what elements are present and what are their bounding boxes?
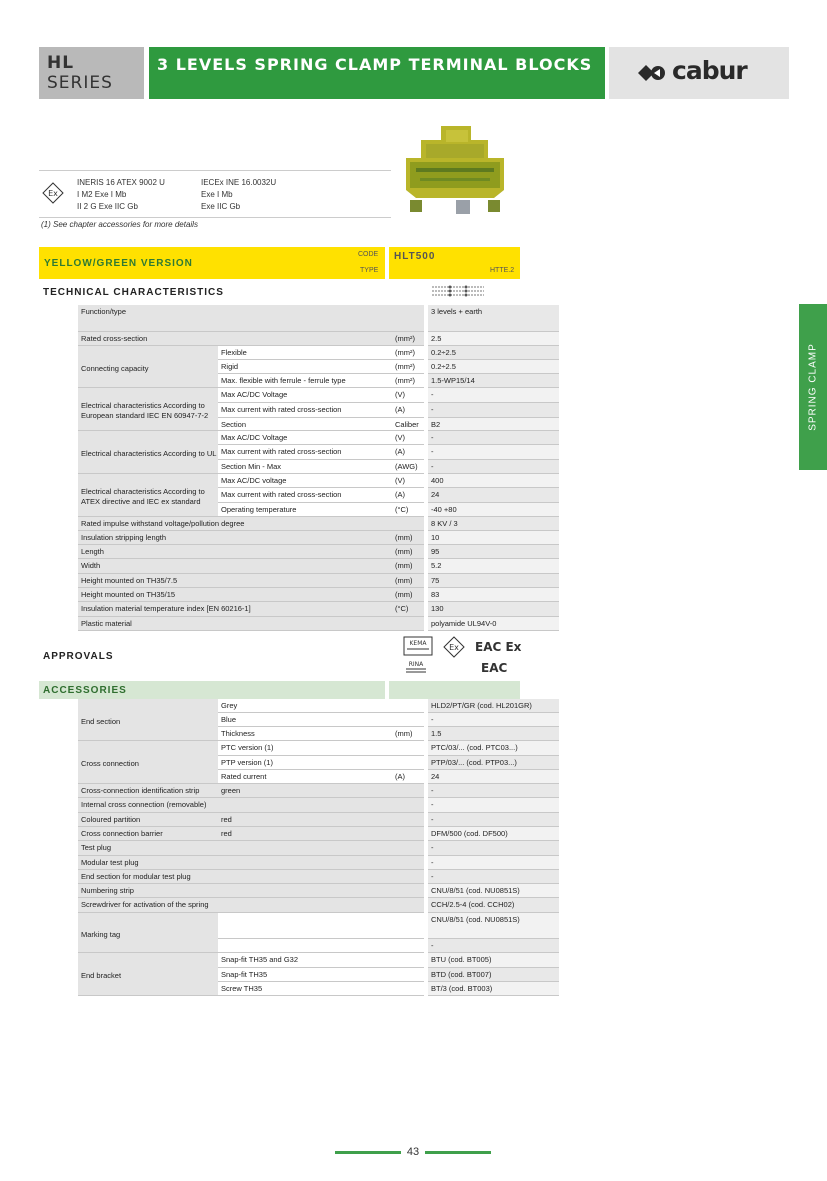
row-unit: (A) <box>392 403 424 418</box>
row-unit <box>392 939 424 953</box>
row-sub <box>218 939 392 953</box>
row-sub: Flexible <box>218 346 392 360</box>
row-sub: Max AC/DC Voltage <box>218 388 392 403</box>
row-value: - <box>428 870 559 884</box>
row-value: BT/3 (cod. BT003) <box>428 982 559 996</box>
row-value: 10 <box>428 531 559 545</box>
row-sub: Section Min - Max <box>218 460 392 474</box>
cert-atex-list <box>77 177 165 213</box>
row-value: CCH/2.5-4 (cod. CCH02) <box>428 898 559 913</box>
row-unit <box>392 699 424 713</box>
series-label: SERIES <box>47 73 113 93</box>
row-group-label: End bracket <box>78 953 218 996</box>
row-unit <box>392 841 424 856</box>
cert-line: INERIS 16 ATEX 9002 U <box>77 178 165 187</box>
row-sub: Max current with rated cross-section <box>218 403 392 418</box>
row-unit <box>392 741 424 756</box>
code-label: CODE <box>358 251 379 258</box>
row-value: 400 <box>428 474 559 488</box>
row-group-label: Connecting capacity <box>78 346 218 388</box>
row-unit: (mm) <box>392 727 424 741</box>
row-sub <box>218 913 392 939</box>
row-unit <box>392 798 424 813</box>
cabur-logo-text: cabur <box>672 56 747 85</box>
row-unit: (A) <box>392 488 424 503</box>
product-code: HLT500 <box>394 251 436 262</box>
row-value: 130 <box>428 602 559 617</box>
row-sub: Rigid <box>218 360 392 374</box>
row-value: DFM/500 (cod. DF500) <box>428 827 559 841</box>
row-sub: red <box>218 813 424 827</box>
row-unit <box>392 756 424 770</box>
series-code: HL <box>47 53 75 73</box>
type-label: TYPE <box>360 267 379 274</box>
row-value: 83 <box>428 588 559 602</box>
row-group-label: Electrical characteristics According to European standard IEC EN 60947-7-2 <box>78 388 218 431</box>
row-value: BTU (cod. BT005) <box>428 953 559 968</box>
row-sub: Max. flexible with ferrule - ferrule type <box>218 374 392 388</box>
row-label: Plastic material <box>78 617 392 631</box>
ex-mark-icon <box>443 636 465 658</box>
row-label: Height mounted on TH35/15 <box>78 588 392 602</box>
row-label: Width <box>78 559 392 574</box>
row-unit: (mm) <box>392 588 424 602</box>
series-badge <box>39 47 144 99</box>
row-unit: (°C) <box>392 602 424 617</box>
row-value: 3 levels + earth <box>428 305 559 332</box>
row-label: Rated impulse withstand voltage/pollution degree <box>78 517 392 531</box>
cert-line: II 2 G Exe IIC Gb <box>77 202 138 211</box>
row-sub: PTP version (1) <box>218 756 392 770</box>
cert-line: I M2 Exe I Mb <box>77 190 127 199</box>
row-unit: (mm) <box>392 531 424 545</box>
row-unit: Caliber <box>392 418 424 431</box>
row-sub: Max current with rated cross-section <box>218 445 392 460</box>
row-value: - <box>428 460 559 474</box>
row-sub: green <box>218 784 424 798</box>
row-label: Modular test plug <box>78 856 392 870</box>
row-sub: Max AC/DC voltage <box>218 474 392 488</box>
row-value: - <box>428 841 559 856</box>
ex-mark-text: Ex <box>449 643 459 652</box>
row-value: 75 <box>428 574 559 588</box>
row-unit: (V) <box>392 431 424 445</box>
row-group-label: Cross connection <box>78 741 218 784</box>
row-unit <box>392 305 424 332</box>
row-label: End section for modular test plug <box>78 870 392 884</box>
eac-mark-icon <box>481 658 508 676</box>
version-title: YELLOW/GREEN VERSION <box>44 258 193 269</box>
eac-ex-mark-text: EAC Ex <box>475 640 522 654</box>
row-label: Internal cross connection (removable) <box>78 798 392 813</box>
row-unit: (A) <box>392 770 424 784</box>
row-unit <box>392 968 424 982</box>
row-unit: (A) <box>392 445 424 460</box>
row-label: Insulation stripping length <box>78 531 392 545</box>
row-unit: (mm²) <box>392 346 424 360</box>
row-value: BTD (cod. BT007) <box>428 968 559 982</box>
row-unit <box>392 913 424 939</box>
row-value: 1.5-WP15/14 <box>428 374 559 388</box>
row-label: Numbering strip <box>78 884 392 898</box>
row-value: PTP/03/... (cod. PTP03...) <box>428 756 559 770</box>
row-value: - <box>428 813 559 827</box>
row-sub: Section <box>218 418 392 431</box>
row-unit <box>392 713 424 727</box>
row-value: 95 <box>428 545 559 559</box>
accessories-header-code <box>389 681 520 699</box>
row-value: PTC/03/... (cod. PTC03...) <box>428 741 559 756</box>
row-sub: PTC version (1) <box>218 741 392 756</box>
row-value: CNU/8/51 (cod. NU0851S) <box>428 913 559 939</box>
row-value: HLD2/PT/GR (cod. HL201GR) <box>428 699 559 713</box>
row-value: 5.2 <box>428 559 559 574</box>
eac-ex-mark-icon <box>475 637 522 655</box>
row-value: 24 <box>428 770 559 784</box>
page-number: 43 <box>406 1146 420 1158</box>
row-unit: (V) <box>392 474 424 488</box>
footnote: (1) See chapter accessories for more details <box>41 220 198 229</box>
cabur-logo-icon <box>636 60 668 86</box>
row-sub: Operating temperature <box>218 503 392 517</box>
row-unit <box>392 953 424 968</box>
row-label: Height mounted on TH35/7.5 <box>78 574 392 588</box>
row-label: Cross connection barrier <box>78 827 218 841</box>
row-value: 0.2÷2.5 <box>428 346 559 360</box>
row-unit <box>392 617 424 631</box>
kema-mark-text: KEMA <box>409 640 427 647</box>
row-unit: (mm²) <box>392 374 424 388</box>
row-value: 8 KV / 3 <box>428 517 559 531</box>
row-sub: Max current with rated cross-section <box>218 488 392 503</box>
rina-mark-icon <box>403 658 429 676</box>
row-unit: (°C) <box>392 503 424 517</box>
accessories-heading: ACCESSORIES <box>43 685 127 696</box>
row-unit: (AWG) <box>392 460 424 474</box>
row-value: CNU/8/51 (cod. NU0851S) <box>428 884 559 898</box>
row-label: Function/type <box>78 305 392 332</box>
row-label: Rated cross-section <box>78 332 392 346</box>
row-group-label: Electrical characteristics According to UL <box>78 431 218 474</box>
row-label: Coloured partition <box>78 813 218 827</box>
row-unit <box>392 517 424 531</box>
row-sub: Blue <box>218 713 392 727</box>
rina-mark-text: RINA <box>408 661 424 668</box>
row-value: - <box>428 856 559 870</box>
row-unit <box>392 884 424 898</box>
row-label: Length <box>78 545 392 559</box>
row-label: Test plug <box>78 841 392 856</box>
page-title-bar <box>149 47 605 99</box>
row-unit <box>392 982 424 996</box>
row-value: - <box>428 388 559 403</box>
row-value: 24 <box>428 488 559 503</box>
side-tab-label: SPRING CLAMP <box>807 343 819 431</box>
row-sub: Screw TH35 <box>218 982 392 996</box>
svg-text:Ex: Ex <box>48 189 58 198</box>
row-unit: (mm) <box>392 545 424 559</box>
kema-mark-icon <box>403 636 433 656</box>
row-value: 0.2÷2.5 <box>428 360 559 374</box>
row-label: Cross-connection identification strip <box>78 784 218 798</box>
row-label: Screwdriver for activation of the spring <box>78 898 392 913</box>
cert-iecex-list <box>201 177 276 213</box>
row-unit <box>392 856 424 870</box>
tech-heading: TECHNICAL CHARACTERISTICS <box>43 287 224 298</box>
atex-ex-icon <box>42 182 64 204</box>
row-sub: Rated current <box>218 770 392 784</box>
row-sub: Thickness <box>218 727 392 741</box>
row-value: - <box>428 798 559 813</box>
circuit-diagram-icon <box>428 283 488 299</box>
row-value: - <box>428 403 559 418</box>
row-value: - <box>428 713 559 727</box>
row-value: - <box>428 431 559 445</box>
side-tab[interactable] <box>799 304 827 470</box>
row-unit: (mm²) <box>392 360 424 374</box>
row-sub: Snap-fit TH35 <box>218 968 392 982</box>
row-unit <box>392 870 424 884</box>
row-unit: (mm) <box>392 574 424 588</box>
row-sub: Max AC/DC Voltage <box>218 431 392 445</box>
approvals-heading: APPROVALS <box>43 651 114 662</box>
footer-line-right <box>425 1151 491 1154</box>
row-unit: (mm²) <box>392 332 424 346</box>
footer-line-left <box>335 1151 401 1154</box>
page-title: 3 LEVELS SPRING CLAMP TERMINAL BLOCKS <box>157 55 593 74</box>
product-image <box>396 118 514 218</box>
row-unit: (V) <box>392 388 424 403</box>
row-value: B2 <box>428 418 559 431</box>
row-value: polyamide UL94V-0 <box>428 617 559 631</box>
eac-mark-text: EAC <box>481 661 508 675</box>
row-group-label: Marking tag <box>78 913 218 953</box>
row-group-label: Electrical characteristics According to ATEX directive and IEC ex standard <box>78 474 218 517</box>
cert-line: Exe IIC Gb <box>201 202 241 211</box>
row-value: - <box>428 939 559 953</box>
row-value: -40 +80 <box>428 503 559 517</box>
row-value: - <box>428 784 559 798</box>
row-label: Insulation material temperature index [EN 60216-1] <box>78 602 392 617</box>
row-unit: (mm) <box>392 559 424 574</box>
row-group-label: End section <box>78 699 218 741</box>
row-sub: red <box>218 827 424 841</box>
row-sub: Grey <box>218 699 392 713</box>
product-type: HTTE.2 <box>490 267 515 274</box>
cert-line: Exe I Mb <box>201 190 233 199</box>
row-value: 2.5 <box>428 332 559 346</box>
row-value: 1.5 <box>428 727 559 741</box>
row-value: - <box>428 445 559 460</box>
row-sub: Snap-fit TH35 and G32 <box>218 953 392 968</box>
cert-line: IECEx INE 16.0032U <box>201 178 277 187</box>
row-unit <box>392 898 424 913</box>
